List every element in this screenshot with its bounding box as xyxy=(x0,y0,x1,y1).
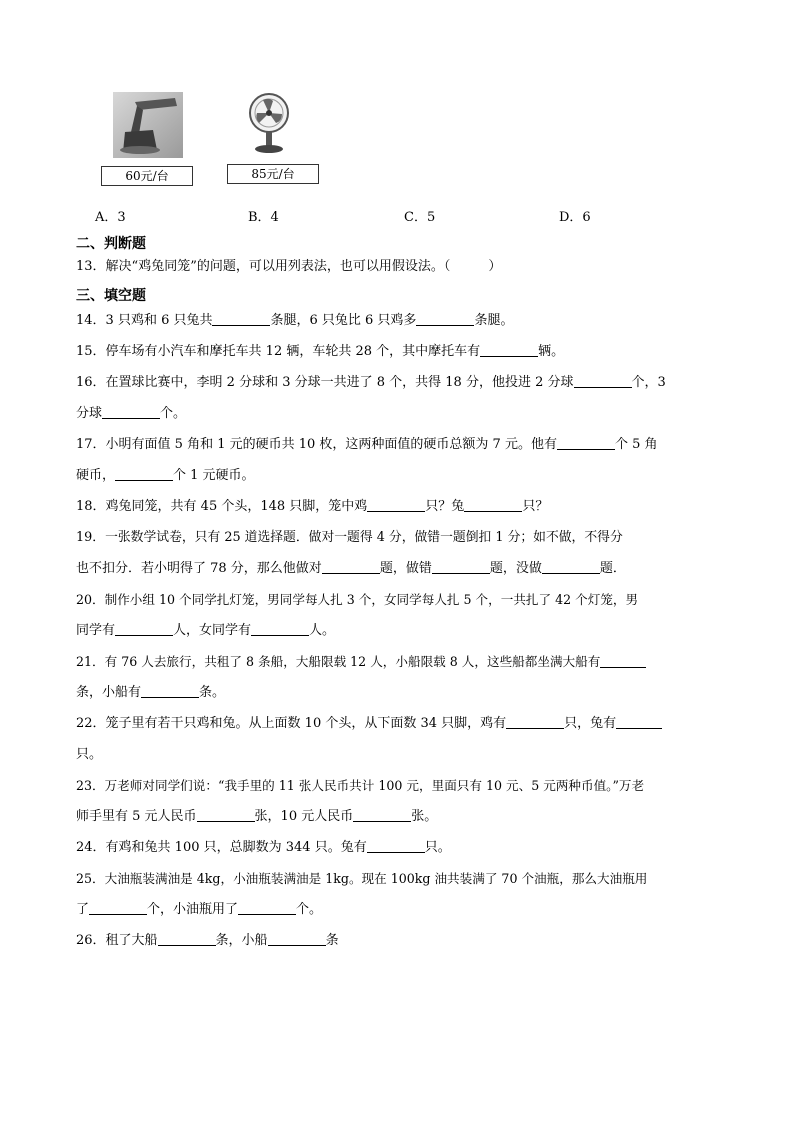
q17-text-a: 17．小明有面值 5 角和 1 元的硬币共 10 枚，这两种面值的硬币总额为 7 元。他有 xyxy=(76,437,557,452)
answer-blank[interactable] xyxy=(158,931,216,946)
question-19-line-1 xyxy=(76,528,623,548)
question-16-line-1 xyxy=(76,373,666,393)
q21-text-c: 条。 xyxy=(199,685,226,700)
question-22-line-1 xyxy=(76,714,662,734)
q17-text-b: 个 5 角 xyxy=(614,437,658,452)
answer-blank[interactable] xyxy=(322,559,380,574)
q14-text-c: 条腿。 xyxy=(474,313,514,328)
question-18 xyxy=(76,497,548,517)
q25-text-a: 25．大油瓶装满油是 4kg，小油瓶装满油是 1kg。现在 100kg 油共装满了 70 个油瓶，那么大油瓶用 xyxy=(76,871,648,886)
q18-text-b: 只？兔 xyxy=(425,499,465,514)
answer-blank[interactable] xyxy=(353,807,411,822)
q23-text-c: 张，10 元人民币 xyxy=(254,809,354,824)
answer-blank[interactable] xyxy=(102,404,160,419)
answer-blank[interactable] xyxy=(416,311,474,326)
q19-text-c: 题，做错 xyxy=(379,561,432,576)
q15-text-a: 15．停车场有小汽车和摩托车共 12 辆，车轮共 28 个，其中摩托车有 xyxy=(76,344,481,359)
q25-text-d: 个。 xyxy=(296,902,323,917)
question-25-line-2 xyxy=(76,900,322,920)
answer-blank[interactable] xyxy=(115,621,173,636)
q20-text-c: 人，女同学有 xyxy=(173,623,252,638)
question-20-line-2 xyxy=(76,621,335,641)
fan-price: 85元/台 xyxy=(227,164,319,184)
q20-text-b: 同学有 xyxy=(76,623,116,638)
question-20-line-1 xyxy=(76,590,638,610)
q20-text-a: 20．制作小组 10 个同学扎灯笼，男同学每人扎 3 个，女同学每人扎 5 个，一共扎了 42 个灯笼，男 xyxy=(76,592,639,607)
answer-blank[interactable] xyxy=(557,435,615,450)
answer-blank[interactable] xyxy=(506,714,564,729)
q26-text-b: 条，小船 xyxy=(215,933,268,948)
q21-text-a: 21．有 76 人去旅行，共租了 8 条船，大船限载 12 人，小船限载 8 人，这些船都坐满大船有 xyxy=(76,654,601,669)
question-16-line-2 xyxy=(76,404,186,424)
q16-text-a: 16．在置球比赛中，李明 2 分球和 3 分球一共进了 8 个，共得 18 分，他投进 2 分球 xyxy=(76,375,574,390)
answer-blank[interactable] xyxy=(367,497,425,512)
question-24 xyxy=(76,838,451,858)
answer-blank[interactable] xyxy=(197,807,255,822)
question-26 xyxy=(76,931,339,951)
q19-text-a: 19．一张数学试卷，只有 25 道选择题．做对一题得 4 分，做错一题倒扣 1 分；如不做，不得分 xyxy=(76,530,623,545)
q22-text-c: 只。 xyxy=(76,747,103,762)
answer-blank[interactable] xyxy=(212,311,270,326)
option-d: D．6 xyxy=(559,210,591,225)
q17-text-c: 硬币， xyxy=(76,468,116,483)
q15-text-b: 辆。 xyxy=(538,344,565,359)
option-a: A．3 xyxy=(95,210,126,225)
answer-blank[interactable] xyxy=(141,683,199,698)
q16-text-c: 分球 xyxy=(76,406,103,421)
answer-blank[interactable] xyxy=(542,559,600,574)
question-21-line-2 xyxy=(76,683,225,703)
question-13 xyxy=(76,257,501,277)
question-14 xyxy=(76,311,513,331)
section-fill-title: 三、填空题 xyxy=(76,288,146,304)
fan-image xyxy=(246,92,292,154)
q16-text-d: 个。 xyxy=(160,406,187,421)
answer-blank[interactable] xyxy=(600,653,646,668)
q19-text-b: 也不扣分．若小明得了 78 分，那么他做对 xyxy=(76,561,322,576)
question-23-line-2 xyxy=(76,807,437,827)
answer-blank[interactable] xyxy=(480,342,538,357)
q14-text-a: 14．3 只鸡和 6 只兔共 xyxy=(76,313,213,328)
answer-blank[interactable] xyxy=(432,559,490,574)
q26-text-c: 条 xyxy=(325,933,339,948)
question-22-line-2 xyxy=(76,745,102,765)
q26-text-a: 26．租了大船 xyxy=(76,933,158,948)
answer-blank[interactable] xyxy=(268,931,326,946)
q21-text-b: 条，小船有 xyxy=(76,685,142,700)
q22-text-a: 22．笼子里有若干只鸡和兔。从上面数 10 个头，从下面数 34 只脚，鸡有 xyxy=(76,716,507,731)
q23-text-a: 23．万老师对同学们说：“我手里的 11 张人民币共计 100 元，里面只有 10 元、5 元两种币值。”万老 xyxy=(76,778,645,793)
answer-blank[interactable] xyxy=(251,621,309,636)
answer-blank[interactable] xyxy=(464,497,522,512)
q14-text-b: 条腿，6 只兔比 6 只鸡多 xyxy=(270,313,417,328)
question-21-line-1 xyxy=(76,652,646,672)
question-25-line-1 xyxy=(76,869,647,889)
q22-text-b: 只，兔有 xyxy=(564,716,617,731)
q13-close: ） xyxy=(488,259,502,274)
q25-text-c: 个，小油瓶用了 xyxy=(147,902,239,917)
q24-text-b: 只。 xyxy=(424,840,451,855)
q20-text-d: 人。 xyxy=(309,623,336,638)
question-17-line-2 xyxy=(76,466,255,486)
question-15 xyxy=(76,342,564,362)
desk-lamp-price: 60元/台 xyxy=(101,166,193,186)
answer-blank[interactable] xyxy=(367,838,425,853)
q19-text-d: 题，没做 xyxy=(489,561,542,576)
answer-blank[interactable] xyxy=(115,466,173,481)
answer-blank[interactable] xyxy=(574,373,632,388)
option-c: C．5 xyxy=(404,210,436,225)
q18-text-a: 18．鸡兔同笼，共有 45 个头，148 只脚，笼中鸡 xyxy=(76,499,368,514)
question-17-line-1 xyxy=(76,435,658,455)
q16-text-b: 个，3 xyxy=(631,375,666,390)
q25-text-b: 了 xyxy=(76,902,90,917)
option-b: B．4 xyxy=(248,210,279,225)
section-judge-title: 二、判断题 xyxy=(76,236,146,252)
q23-text-b: 师手里有 5 元人民币 xyxy=(76,809,197,824)
answer-blank[interactable] xyxy=(238,900,296,915)
q19-text-e: 题． xyxy=(599,561,626,576)
q18-text-c: 只？ xyxy=(522,499,549,514)
question-19-line-2 xyxy=(76,559,626,579)
answer-blank[interactable] xyxy=(616,714,662,729)
question-23-line-1 xyxy=(76,776,644,796)
q23-text-d: 张。 xyxy=(411,809,438,824)
q13-text: 13．解决“鸡兔同笼”的问题，可以用列表法，也可以用假设法。（ xyxy=(76,259,451,274)
q24-text-a: 24．有鸡和兔共 100 只，总脚数为 344 只。兔有 xyxy=(76,840,367,855)
q17-text-d: 个 1 元硬币。 xyxy=(173,468,255,483)
desk-lamp-image xyxy=(113,92,183,158)
answer-blank[interactable] xyxy=(89,900,147,915)
